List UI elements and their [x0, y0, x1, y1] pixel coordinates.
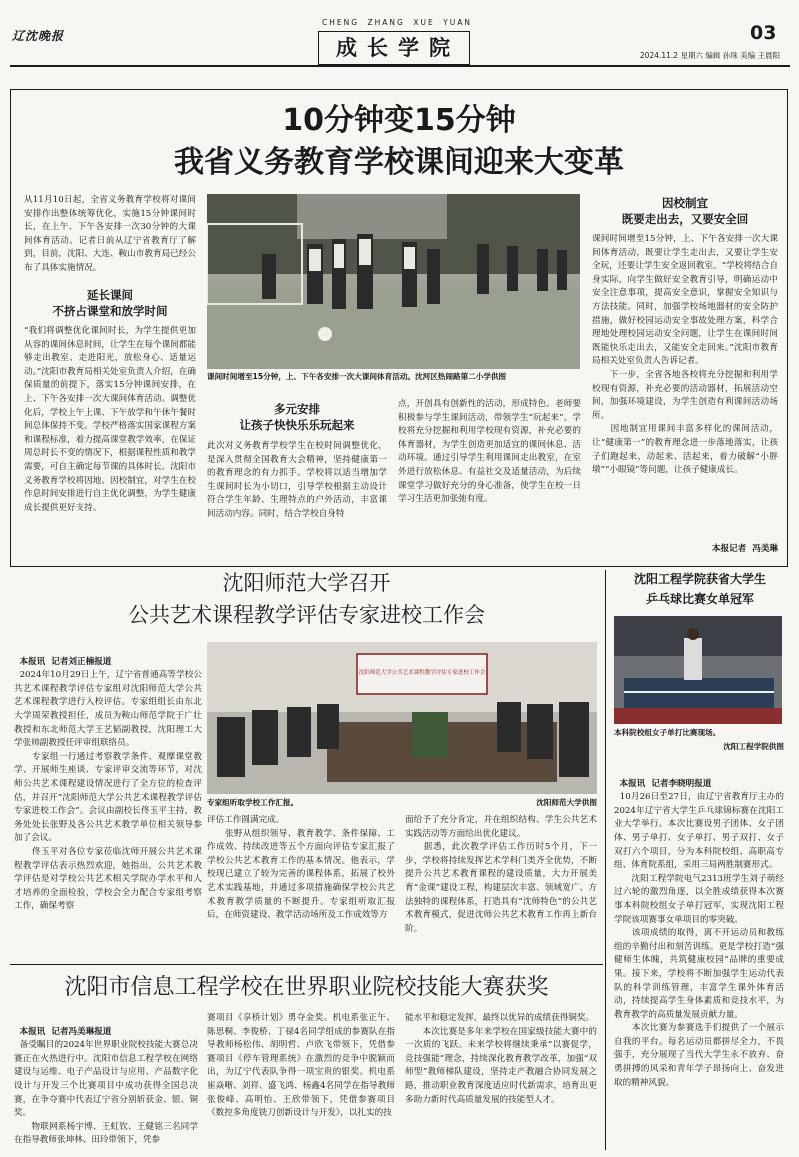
story2-photo-caption: 专家组听取学校工作汇报。	[207, 798, 299, 807]
story3-photo	[614, 616, 782, 724]
story1-sec1-body: “我们将调整优化课间时长，为学生提供更加从容的课间休息时间，让学生在每个课间都能够走出教室、走进阳光，放松身心、适量运动。”沈阳市教育局相关处室负责人介绍，在确保质量的前提下，落实15分钟课间安排，在上、下午各安排一次大课间体育活动。调整优化后，学校上午上课、下午放学和午休午餐时间总体保持不变。学校严格落实国家课程方案和课程标准，着力提高课堂教学效率，在保证周总时长不变的情况下，根据课程性质和教学需要，可自主确定每节课的具体时长。沈阳市义务教育学校将因地、因校制宜，对学生在校作息时间安排进行自主优化调整，为学生健康成长提供更好支持。	[24, 326, 196, 513]
masthead-rule	[10, 65, 790, 67]
story2-headline-line1: 沈阳师范大学召开	[222, 571, 391, 595]
pinyin-word: ZHANG	[367, 18, 405, 27]
story2-col1	[14, 642, 202, 956]
story1-sec3-head-line1: 因校制宜	[662, 196, 708, 210]
story2-byline: 本报讯 记者刘正楠报道	[19, 656, 112, 667]
story3-body: 10月26日至27日，由辽宁省教育厅主办的2024年辽宁省大学生乒乓球锦标赛在沈阳工业大学举行。本次比赛设男子团体、女子团体、男子单打、女子单打、男子双打、女子双打六个项目，分为本科院校组、高职高专组、体育院系组，采用三局两胜制赛形式。 沈阳工程学院电气2313班学生刘子萌经过六轮的激烈角逐，以全胜成绩获得本次赛事本科院校组女子单打冠军，实现沈阳工程学院该项赛事女单项目的零突破。 该项成绩的取得，离不开运动员和教练组的辛勤付出和刻苦训练。更是学校打造“强健师生体魄，共筑健康校园”品牌的重要成果。接下来，学校将不断加强学生运动代表队的科学训练管理，丰富学生课外体育活动，持续提高学生身体素质和竞技水平，为教育教学的高质量发展贡献力量。 本次比赛为参赛选手们提供了一个展示自我的平台。每名运动员都拼尽全力，不畏强手，充分展现了当代大学生永不放弃、奋勇拼搏的风采和青年学子昂扬向上、奋发进取的精神风貌。	[614, 792, 784, 1088]
story1-sec2-body-col2: 点，开创具有创新性的活动，形成特色。老师要积极参与学生课间活动，带领学生“玩起来”。学校将充分挖掘和利用学校现有资源，补充必要的体育器材，为学生创造更加适宜的课间休息、活动环境。通过引导学生利用课间走出教室，在室外进行放松休息、有益社交及适量活动，为后续课堂学习做好充分的身心准备，使学生在校一日学习生活更加张弛有度。	[398, 399, 581, 505]
story2-col1-body: 2024年10月29日上午，辽宁省普通高等学校公共艺术课程教学评估专家组对沈阳师范大学公共艺术课程教学进行入校评估。专家组组长由东北大学周荣教授担任，成员为鞍山师范学院于广壮教授和东北师范大学王艺韬副教授，沈阳理工大学张帅副教授任评审组联络员。 专家组一行通过考察教学条件、观摩课堂教学、开展师生座谈、专家评审交流等环节，对沈师公共艺术课程建设情况进行了全方位的检查评估，并召开“沈阳师范大学公共艺术课程教学评估专家进校工作会”。会议由副校长佟玉平主持，教务处处长张野及各公共艺术教学单位相关领导参加了会议。 佟玉平对各位专家莅临沈师开展公共艺术课程教学评估表示热烈欢迎，她指出，公共艺术教学评估是对学校公共艺术相关学院办学水平和人才培养的全面检验，学校会全力配合专家组考察工作，确保考察	[14, 670, 202, 912]
story2-photo-credit: 沈阳师范大学供图	[536, 798, 597, 807]
story3-headline-line1: 沈阳工程学院获省大学生	[633, 572, 766, 586]
story3-body-block	[614, 764, 784, 1150]
story2-photo	[207, 642, 597, 794]
story4-col2-body: 赛项目《享桥计划》勇夺金奖。机电系张正午、陈思桐、李俊桥、丁禄4名同学组成的参赛队在指导教师杨松伟、胡明哲、卢欣飞带领下，凭借参赛项目《停车管理系统》在激烈的竞争中脱颖而出，为辽宁代表队争得一项宝贵的银奖。机电系崔焱晰、刘祥、盛飞鸿、杨鑫4名同学在指导教师张俊峰、高明怡、王欣带领下，凭借参赛项目《数控多角度铣刀创新设计与开发》，以扎实的技	[207, 1013, 395, 1119]
story3-byline: 本报讯 记者李晓明报道	[619, 778, 712, 789]
story4-top-rule	[10, 964, 603, 965]
story1-sec2-head-line1: 多元安排	[274, 402, 320, 416]
story1-headline-line2: 我省义务教育学校课间迎来大变革	[174, 145, 624, 180]
story3-headline-line2: 乒乓球比赛女单冠军	[645, 592, 754, 606]
section-pinyin	[322, 18, 472, 27]
page-number: 03	[750, 22, 777, 44]
story4-col3-body: 能水平和稳定发挥，最终以优异的成绩获得铜奖。 本次比赛是多年来学校在国家级技能大赛中的一次质的飞跃。未来学校将继续秉承“以赛促学，竞技强能”理念，持续深化教育教学改革，加强“双师型”教师梯队建设，坚持走产教融合协同发展之路，推动职业教育深度适应时代新需求，培育出更多助力新时代高质量发展的技能型人才。	[405, 1013, 597, 1105]
story4-byline: 本报讯 记者冯美琳报道	[19, 1026, 112, 1037]
newspaper-logo: 辽沈晚报	[12, 29, 65, 43]
story3-photo-credit: 沈阳工程学院供图	[723, 742, 784, 751]
story1-sec3-body: 课间时间增至15分钟，上、下午各安排一次大课间体育活动，既要让学生走出去，又要让学生安全玩，还要让学生安全返回教室。“学校将结合自身实际，向学生做好安全教育引导，明确运动中安全注意事项，提高安全意识，掌握安全知识与方法技能。同时，加强学校场地器材的安全防护措施，做好校园运动安全事故处理方案，科学合理地处理校园运动安全问题，让学生在课间时间既能快乐走出去，又能安全走回来。”沈阳市教育局相关处室负责人告诉记者。 下一步，全省各地各校将充分挖掘和利用学校现有资源，补充必要的活动器材，拓展活动空间，加强环境建设，为学生创造有利课间活动场所。 因地制宜用课间丰富多样化的课间活动，让“健康第一”的教育理念进一步落地落实，让孩子们跑起来、动起来、活起来，着力破解“小胖墩”“小眼镜”等问题，让孩子健康成长。	[592, 234, 778, 476]
story2-col3-body: 面给予了充分肯定，并在组织结构、学生公共艺术实践活动等方面给出优化建议。 据悉，此次教学评估工作历时5个月，下一步，学校将持续发挥艺术学科门类齐全优势，不断提升公共艺术教育课程的建设质量，大力开展美育“金课”建设工程，构建层次丰富、领域宽广、方法独特的课程体系，打造具有“沈师特色”的公共艺术教育模式，促进沈师公共艺术教育工作再上新台阶。	[405, 815, 597, 934]
pinyin-word: CHENG	[322, 18, 360, 27]
story1-lead: 从11月10日起，全省义务教育学校将对课间安排作出整体统筹优化，实施15分钟课间时长，在上午、下午各安排一次30分钟的大课间体育活动。记者日前从辽宁省教育厅了解到，目前，沈阳、大连、鞍山市教育局已经公布了具体实施情况。	[24, 195, 196, 273]
story1-photo	[207, 194, 580, 369]
story1-sec3-head-line2: 既要走出去，又要安全回	[621, 212, 749, 226]
story4-col1-body: 备受瞩目的2024年世界职业院校技能大赛总决赛正在火热进行中。沈阳市信息工程学校在网络建设与运维、电子产品设计与应用、产品数字化设计与开发三个比赛项目中成功获得全国总决赛，在争夺赛中代表辽宁省分别斩获金、银、铜奖。 物联网系杨宇博、王虹钦、王健铭三名同学在指导教师张坤林、田玲带领下，凭参	[14, 1040, 198, 1146]
story1-sec1-head-line1: 延长课间	[87, 288, 133, 302]
story4-headline: 沈阳市信息工程学校在世界职业院校技能大赛获奖	[64, 975, 549, 1000]
section-title: 成长学院	[318, 31, 470, 65]
dateline: 2024.11.2 星期六 编辑 孙珠 美编 王晨阳	[639, 51, 780, 60]
sidebar-divider	[605, 570, 606, 1150]
story1-photo-caption: 课间时间增至15分钟，上、下午各安排一次大课间体育活动。沈河区热闹路第二小学供图	[207, 372, 507, 381]
story1-sec2-body-col1: 此次对义务教育学校学生在校时间调整优化，是深入贯彻全国教育大会精神，坚持健康第一的教育理念的有力抓手。学校将以适当增加学生课间时长为小切口，引导学校根据主动设计符合学生年龄、生理特点的户外活动，丰富课间活动内容。同时，结合学校自身特	[207, 441, 387, 519]
story2-headline-line2: 公共艺术课程教学评估专家进校工作会	[128, 603, 485, 627]
story2-col2-body: 评估工作圆满完成。 张野从组织领导、教育教学、条件保障、工作成效、持续改进等五个方面向评估专家汇报了学校公共艺术教育工作的基本情况。他表示，学校现已建立了较为完善的课程体系，拓展了校外艺术实践基地，并通过多项措施确保学校公共艺术教育教学质量的不断提升。专家组听取汇报后，在师资建设、教学活动场所及工作成效等方	[207, 815, 395, 921]
pinyin-word: XUE	[413, 18, 435, 27]
table-tennis-match-image	[614, 616, 782, 724]
story1-reporter: 本报记者 冯美琳	[711, 544, 778, 554]
story1-sec1-head-line2: 不挤占课堂和放学时间	[52, 304, 168, 318]
pinyin-word: YUAN	[443, 18, 472, 27]
story1-headline-line1: 10分钟变15分钟	[282, 103, 516, 138]
meeting-room-image	[207, 642, 597, 794]
meeting-banner: 沈阳师范大学公共艺术课程教学评估专家进校工作会	[358, 670, 486, 676]
story1-sec2-head-line2: 让孩子快快乐乐玩起来	[239, 418, 355, 432]
students-playing-soccer-image	[207, 194, 580, 369]
story4-col1	[14, 1012, 198, 1150]
story3-photo-caption: 本科院校组女子单打比赛现场。	[614, 728, 721, 737]
